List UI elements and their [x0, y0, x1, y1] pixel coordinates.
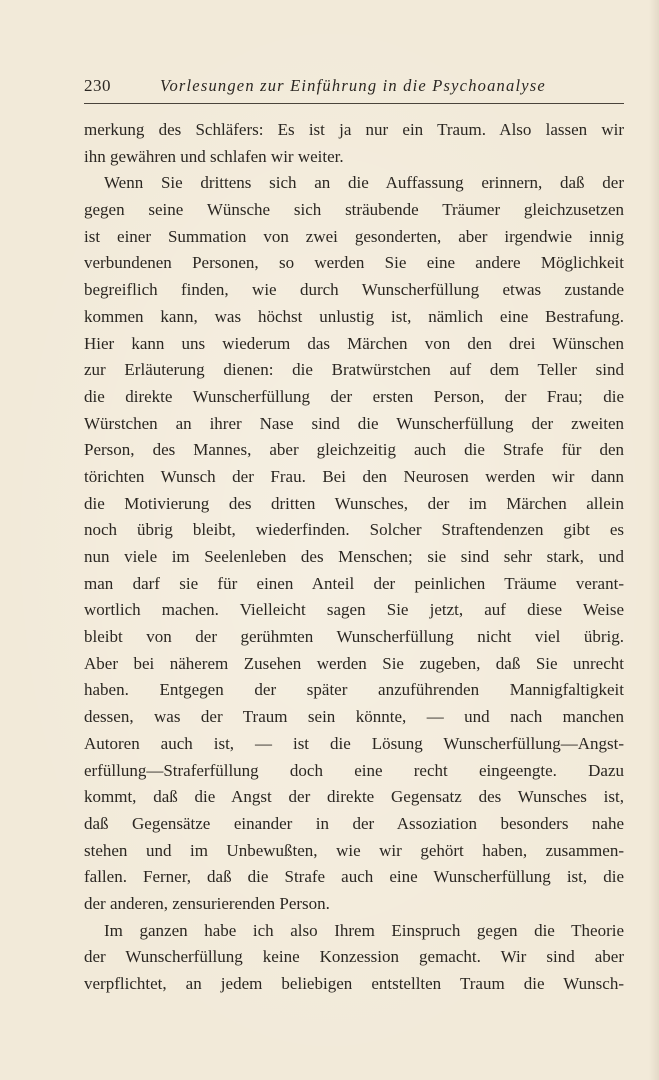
text-line: ihn gewähren und schlafen wir weiter. [84, 146, 344, 166]
text-line: merkung des Schläfers: Es ist ja nur ein Traum. Also lassen wir [84, 120, 624, 139]
text-line: der Wunscherfüllung keine Konzession gemacht. Wir sind aber [84, 947, 624, 967]
text-line: Hier kann uns wiederum das Märchen von den drei Wünschen [84, 333, 624, 353]
text-line: gegen seine Wünsche sich sträubende Träumer gleichzusetzen [84, 200, 624, 220]
text-line: Aber bei näherem Zusehen werden Sie zugeben, daß Sie unrecht [84, 653, 624, 673]
text-line: nun viele im Seelenleben des Menschen; sie sind sehr stark, und [84, 547, 624, 566]
text-line: stehen und im Unbewußten, wie wir gehört haben, zusammen- [84, 840, 624, 860]
text-line: erfüllung—Straferfüllung doch eine recht eingeengte. Dazu [84, 760, 624, 780]
text-line: verbundenen Personen, so werden Sie eine andere Möglichkeit [84, 253, 624, 273]
text-line: Wenn Sie drittens sich an die Auffassung erinnern, daß der [104, 173, 624, 193]
text-line: haben. Entgegen der später anzuführenden Mannigfaltigkeit [84, 680, 624, 700]
text-line: noch übrig bleibt, wiederfinden. Solcher Straftendenzen gibt es [84, 520, 624, 540]
text-line: kommen kann, was höchst unlustig ist, nämlich eine Bestrafung. [84, 306, 624, 326]
text-line: verpflichtet, an jedem beliebigen entstellten Traum die Wunsch- [84, 974, 624, 993]
text-line: Würstchen an ihrer Nase sind die Wunscherfüllung der zweiten [84, 413, 624, 433]
text-line: Autoren auch ist, — ist die Lösung Wunscherfüllung—Angst- [84, 733, 624, 753]
text-line: bleibt von der gerühmten Wunscherfüllung nicht viel übrig. [84, 627, 624, 647]
text-line: begreiflich finden, wie durch Wunscherfüllung etwas zustande [84, 280, 624, 300]
text-line: der anderen, zensurierenden Person. [84, 893, 330, 913]
page-header [84, 74, 624, 102]
text-line: fallen. Ferner, daß die Strafe auch eine Wunscherfüllung ist, die [84, 867, 624, 887]
text-line: wortlich machen. Vielleicht sagen Sie jetzt, auf diese Weise [84, 600, 624, 620]
text-line: kommt, daß die Angst der direkte Gegensatz des Wunsches ist, [84, 787, 624, 807]
text-line: Im ganzen habe ich also Ihrem Einspruch gegen die Theorie [104, 920, 624, 940]
page-number: 230 [84, 76, 111, 95]
text-line: törichten Wunsch der Frau. Bei den Neurosen werden wir dann [84, 466, 624, 486]
text-line: zur Erläuterung dienen: die Bratwürstchen auf dem Teller sind [84, 360, 624, 380]
header-rule [84, 103, 624, 104]
text-line: die direkte Wunscherfüllung der ersten Person, der Frau; die [84, 386, 624, 406]
body-text [84, 117, 624, 998]
text-line: ist einer Summation von zwei gesonderten, aber irgendwie innig [84, 226, 624, 246]
text-line: die Motivierung des dritten Wunsches, der im Märchen allein [84, 493, 624, 513]
text-line: man darf sie für einen Anteil der peinlichen Träume verant- [84, 573, 624, 593]
text-line: dessen, was der Traum sein könnte, — und nach manchen [84, 707, 624, 727]
page-edge-shadow [649, 0, 659, 1080]
running-head: Vorlesungen zur Einführung in die Psychoanalyse [160, 76, 546, 95]
text-line: Person, des Mannes, aber gleichzeitig auch die Strafe für den [84, 440, 624, 460]
text-line: daß Gegensätze einander in der Assoziation besonders nahe [84, 813, 624, 833]
